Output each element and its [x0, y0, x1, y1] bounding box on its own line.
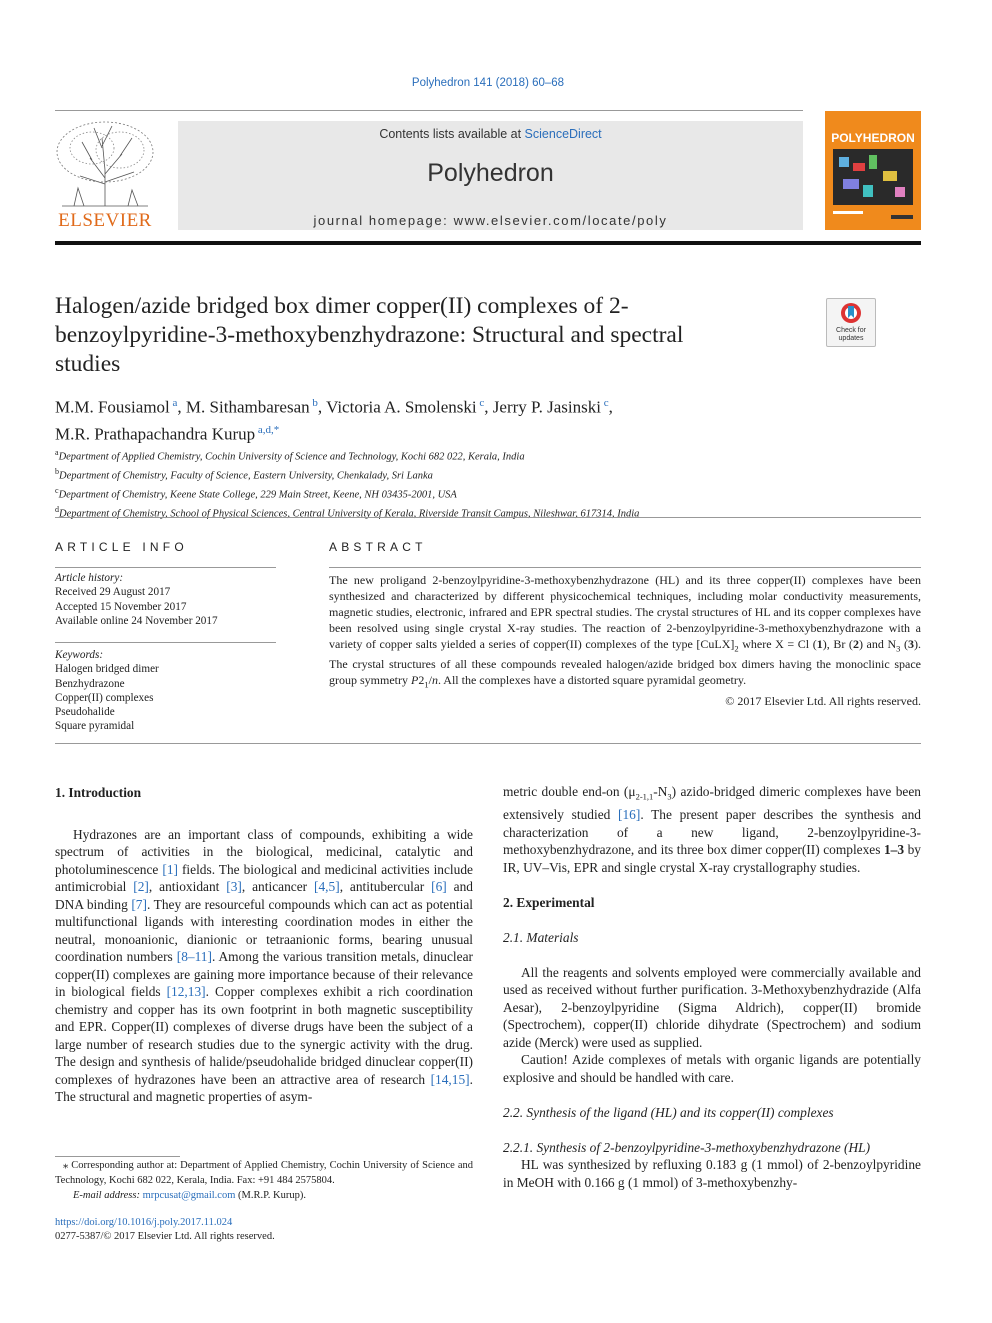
- doi-link[interactable]: https://doi.org/10.1016/j.poly.2017.11.024: [55, 1217, 233, 1228]
- crossmark-label: Check for updates: [836, 327, 866, 342]
- journal-header-box: [178, 121, 803, 230]
- keywords-rule: [55, 642, 276, 643]
- text-run: Hydrazones are an important class of compounds, exhibiting a wide spectrum of activities in the biological, medicinal, catalytic and photoluminescence: [55, 826, 473, 877]
- text-run: . They are resourceful compounds which can act as potential multifunctional ligands with interesting coordination modes in either the neutral, monoanionic, dianionic or tetraanionic forms, bearing unusual coordination numbers: [55, 896, 473, 964]
- author-affiliation-marker[interactable]: a,d,*: [255, 423, 280, 436]
- text-run: and DNA binding: [55, 879, 473, 912]
- accepted-date: Accepted 15 November 2017: [55, 600, 187, 613]
- sciencedirect-link[interactable]: ScienceDirect: [524, 127, 602, 141]
- reference-link[interactable]: [7]: [131, 896, 147, 912]
- subsection-heading-materials: 2.1. Materials: [503, 929, 579, 945]
- journal-cover-image[interactable]: [825, 111, 921, 230]
- keyword: Benzhydrazone: [55, 677, 125, 690]
- text-run: , antitubercular: [339, 879, 432, 894]
- section-heading-experimental: 2. Experimental: [503, 894, 595, 910]
- cover-title: POLYHEDRON: [831, 131, 915, 145]
- title-rule: [55, 517, 921, 518]
- keyword: Copper(II) complexes: [55, 691, 154, 704]
- introduction-continuation: [503, 783, 921, 876]
- corresponding-note: ⁎ Corresponding author at: Department of Applied Chemistry, Cochin University of Science and Technology, Kochi 682 022, Kerala, India. Fax: +91 484 2575804.: [55, 1160, 473, 1186]
- abstract-rule: [329, 567, 921, 568]
- caution-paragraph: Caution! Azide complexes of metals with organic ligands are potentially explosive and should be handled with care.: [503, 1052, 921, 1085]
- journal-homepage[interactable]: journal homepage: www.elsevier.com/locate/poly: [313, 213, 668, 228]
- reference-link[interactable]: [6]: [431, 879, 447, 894]
- email-label: E-mail address:: [73, 1190, 143, 1201]
- text-run: metric double end-on (μ: [503, 784, 636, 799]
- author-name[interactable]: Victoria A. Smolenski: [326, 397, 477, 417]
- text-run: by IR, UV–Vis, EPR and single crystal X-ray crystallography studies.: [503, 842, 921, 875]
- reference-link[interactable]: [16]: [618, 807, 641, 823]
- subscript: 3: [667, 791, 672, 802]
- footnote-rule: [55, 1156, 180, 1157]
- affiliation-line: $^d$Department of Chemistry, School of Physical Sciences, Central University of Kerala, Riverside Transit Campus, Nileshwar, 617314, India: [55, 505, 640, 520]
- section-heading-introduction: 1. Introduction: [55, 785, 142, 800]
- reference-link[interactable]: [4,5]: [314, 879, 340, 894]
- author-name[interactable]: M.M. Fousiamol: [55, 397, 170, 417]
- text-run: -N: [653, 784, 668, 799]
- text-run: fields. The biological and medicinal activities include antimicrobial: [55, 861, 473, 894]
- email-link[interactable]: mrpcusat@gmail.com: [142, 1190, 236, 1201]
- affiliation-line: $^b$Department of Chemistry, Faculty of Science, Eastern University, Chenkalady, Sri Lanka: [55, 467, 433, 482]
- text-run: , antioxidant: [148, 879, 227, 894]
- history-label: Article history:: [55, 572, 124, 584]
- abstract-paragraph: The new proligand 2-benzoylpyridine-3-methoxybenzhydrazone (HL) and its three copper(II) complexes have been synthesized and characterized by different physicochemical techniques, including molar conductivity measurements, magnetic studies, electronic, infrared and EPR spectral studies. The crystal structures of HL and its copper complexes have been resolved using single crystal X-ray studies. The reaction of 2-benzoylpyridine-3-methoxybenzhydrazone with a variety of copper salts yielded a series of copper(II) complexes of the type $[CuLX]_2$ where X = Cl (1), Br (2) and $N_3$ (3). The crystal structures of all these compounds revealed halogen/azide bridged box dimers having the monoclinic space group symmetry $P2_1/n$. All the complexes have a distorted square pyramidal geometry.: [329, 573, 921, 690]
- reference-link[interactable]: [14,15]: [430, 1071, 470, 1087]
- author-separator: ,: [484, 397, 493, 417]
- synthesis-paragraph: HL was synthesized by refluxing 0.183 g (1 mmol) of 2-benzoylpyridine in MeOH with 0.166 g (1 mmol) of 3-methoxybenzhy-: [503, 1157, 921, 1190]
- author-affiliation-marker[interactable]: c: [600, 397, 609, 409]
- compound-number: 1–3: [883, 842, 905, 858]
- abstract-text: [329, 572, 921, 709]
- author-name[interactable]: Jerry P. Jasinski: [492, 397, 601, 417]
- header-rule: [55, 110, 803, 111]
- author-affiliation-marker[interactable]: b: [309, 397, 318, 409]
- doi-block: [55, 1216, 455, 1244]
- header-thick-rule: [55, 241, 921, 245]
- subscript: 2-1,1: [635, 791, 654, 802]
- affiliation-line: $^a$Department of Applied Chemistry, Cochin University of Science and Technology, Kochi 682 022, Kerala, India: [55, 448, 525, 463]
- introduction-paragraph: [55, 826, 473, 1106]
- elsevier-wordmark: ELSEVIER: [58, 210, 152, 231]
- received-date: Received 29 August 2017: [55, 586, 171, 599]
- text-run: , anticancer: [241, 879, 315, 894]
- materials-paragraph: All the reagents and solvents employed were commercially available and used as received without further purification. 3-Methoxybenzhydrazide (Alfa Aesar), 2-benzoylpyridine (Sigma Aldrich), copper(II) bromide (Spectrochem), copper(II) chloride dihydrate (Spectrochem) and sodium azide (Merck) were used as supplied.: [503, 964, 921, 1050]
- author-name[interactable]: M. Sithambaresan: [185, 397, 310, 417]
- affiliation-line: $^c$Department of Chemistry, Keene State College, 229 Main Street, Keene, NH 03435-2001, USA: [55, 486, 457, 501]
- text-run: . Among the various transition metals, dinuclear copper(II) complexes are gaining more importance because of their relevance in biological fields: [55, 949, 473, 999]
- corresponding-author-footnote: [55, 1158, 473, 1203]
- article-info-heading: ARTICLE INFO: [55, 540, 188, 554]
- author-affiliation-marker[interactable]: c: [476, 397, 485, 409]
- abstract-bottom-rule: [55, 743, 921, 744]
- contents-prefix: Contents lists available at: [379, 127, 525, 141]
- keywords-block: [55, 648, 285, 734]
- article-info-rule: [55, 567, 276, 568]
- abstract-heading: ABSTRACT: [329, 540, 427, 554]
- body-column-left: [55, 784, 473, 1106]
- keyword: Square pyramidal: [55, 720, 135, 733]
- contents-line: [178, 127, 803, 141]
- subsubsection-heading-ligand: 2.2.1. Synthesis of 2-benzoylpyridine-3-methoxybenzhydrazone (HL): [503, 1139, 871, 1155]
- issn-copyright: 0277-5387/© 2017 Elsevier Ltd. All rights reserved.: [55, 1231, 275, 1242]
- crossmark-icon: [840, 302, 862, 326]
- reference-link[interactable]: [12,13]: [166, 984, 206, 999]
- article-history: [55, 571, 285, 628]
- body-column-right: [503, 783, 921, 1191]
- author-affiliation-marker[interactable]: a: [169, 397, 178, 409]
- text-run: . The structural and magnetic properties of asym-: [55, 1071, 473, 1104]
- reference-link[interactable]: [2]: [133, 879, 149, 894]
- author-list: [55, 392, 815, 445]
- article-title: Halogen/azide bridged box dimer copper(II) complexes of 2-benzoylpyridine-3-methoxybenzhydrazone: Structural and spectral studies: [55, 293, 684, 377]
- keyword: Halogen bridged dimer: [55, 663, 159, 676]
- abstract-copyright: © 2017 Elsevier Ltd. All rights reserved.: [725, 693, 921, 708]
- online-date: Available online 24 November 2017: [55, 614, 218, 627]
- reference-link[interactable]: [8–11]: [176, 949, 212, 964]
- text-run: ) azido-bridged dimeric complexes have been extensively studied: [503, 784, 922, 823]
- reference-link[interactable]: [1]: [162, 861, 178, 877]
- author-separator: ,: [177, 397, 186, 417]
- journal-name: Polyhedron: [427, 159, 554, 187]
- crossmark-button[interactable]: [826, 298, 876, 347]
- keyword: Pseudohalide: [55, 706, 115, 719]
- text-run: . Copper complexes exhibit a rich coordination chemistry and copper has its own footprint in both magnetic susceptibility and EPR. Copper(II) complexes of diverse drugs have been the subject of a large number of research studies due to the synergic activity with the drug. The design and synthesis of halide/pseudohalide bridged dinuclear copper(II) complexes of hydrazones have been an attractive area of research: [55, 984, 474, 1087]
- author-separator: ,: [317, 397, 327, 417]
- affiliations: [55, 446, 855, 522]
- author-name[interactable]: M.R. Prathapachandra Kurup: [55, 424, 256, 444]
- keywords-label: Keywords:: [55, 649, 104, 661]
- author-separator: ,: [608, 397, 613, 417]
- reference-link[interactable]: [3]: [226, 879, 242, 894]
- cover-graphic: [833, 149, 913, 221]
- journal-citation[interactable]: Polyhedron 141 (2018) 60–68: [411, 77, 565, 89]
- text-run: . The present paper describes the synthesis and characterization of a new ligand, 2-benzoylpyridine-3-methoxybenzhydrazone, and its three box dimer copper(II) complexes: [503, 807, 921, 858]
- email-suffix: (M.R.P. Kurup).: [235, 1190, 306, 1201]
- subsection-heading-synthesis: 2.2. Synthesis of the ligand (HL) and its copper(II) complexes: [503, 1104, 834, 1120]
